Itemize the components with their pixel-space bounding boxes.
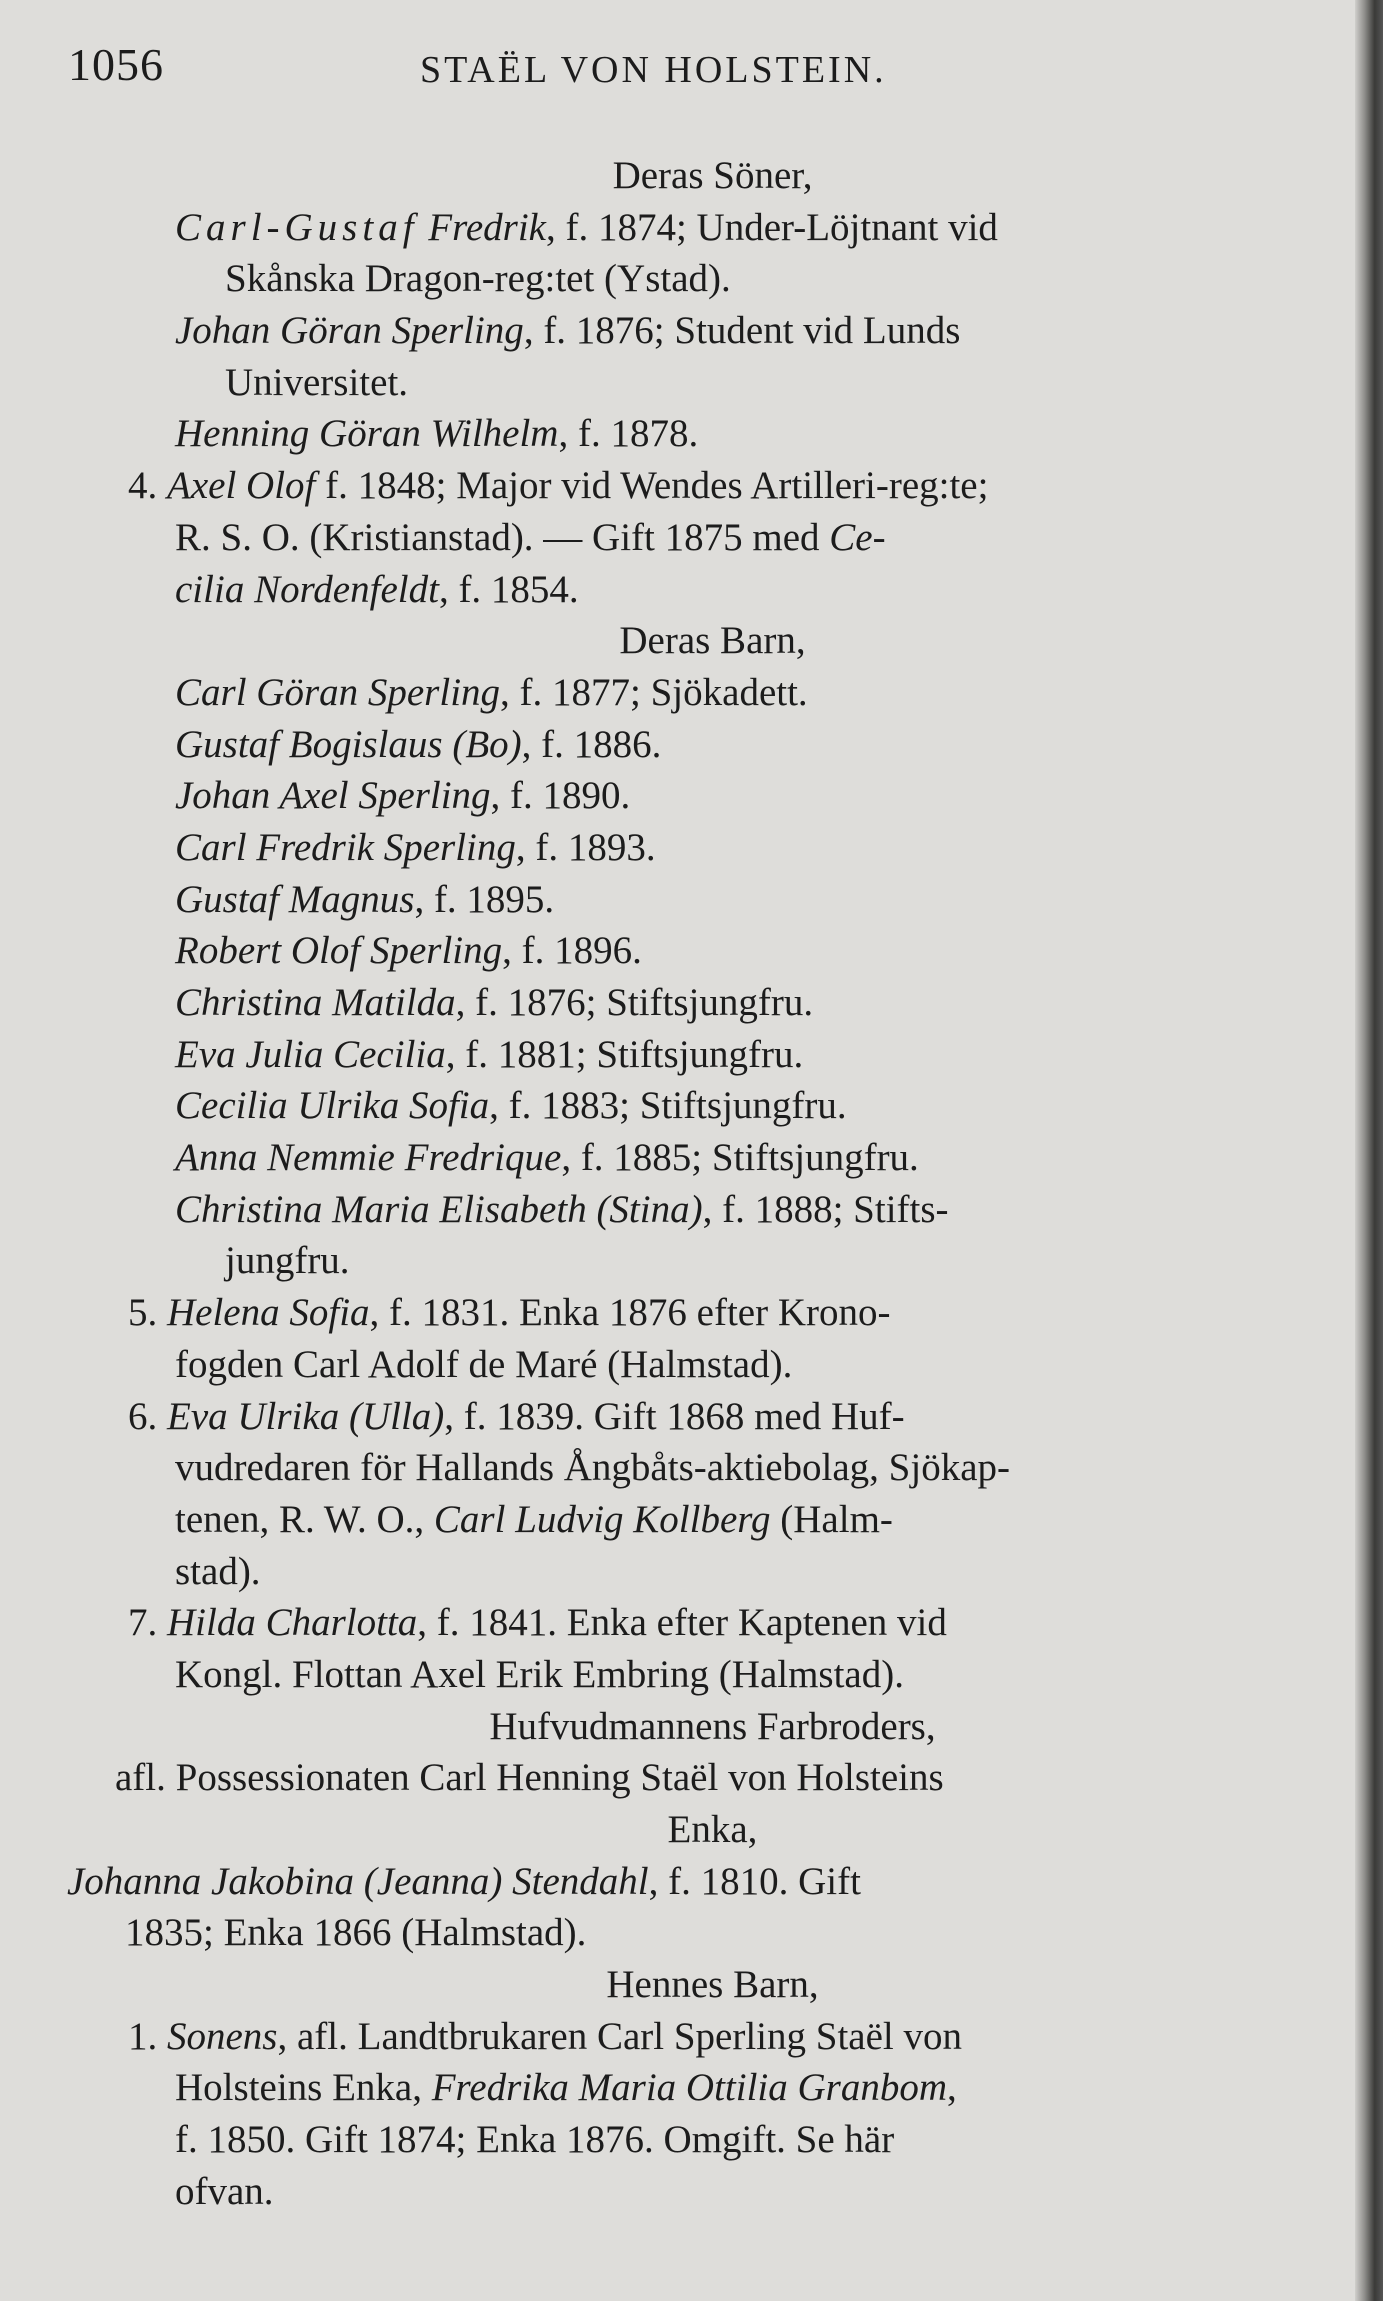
text-line: [115, 667, 1310, 719]
italic-name: Carl-Gustaf: [175, 205, 419, 249]
italic-name: Christina Matilda: [175, 981, 456, 1024]
italic-name: Gustaf Magnus: [175, 877, 415, 921]
text-line: [115, 822, 1310, 874]
text-span: Hufvudmannens Farbroders,: [489, 1704, 936, 1748]
text-line: [115, 1701, 1310, 1753]
text-line: [67, 1856, 1310, 1908]
italic-name: Johan Göran Sperling: [175, 309, 524, 353]
text-line: [115, 202, 1310, 254]
italic-name: Fredrik: [428, 205, 546, 249]
text-line: [115, 150, 1310, 202]
italic-name: Ce-: [829, 515, 886, 559]
text-span: stad).: [175, 1549, 261, 1593]
text-line: [115, 1804, 1310, 1856]
text-span: (Halm-: [770, 1497, 893, 1541]
text-span: , f. 1874; Under-Löjtnant vid: [545, 205, 998, 249]
text-span: , f. 1876; Stiftsjungfru.: [455, 981, 814, 1024]
italic-name: Carl Fredrik Sperling: [175, 825, 516, 869]
text-line: [115, 977, 1310, 1029]
text-span: , f. 1890.: [490, 774, 631, 818]
text-span: [419, 206, 429, 249]
italic-name: Fredrika Maria Ottilia Granbom: [431, 2066, 948, 2110]
text-span: fogden Carl Adolf de Maré (Halmstad).: [175, 1342, 793, 1386]
text-span: , f. 1839. Gift 1868 med Huf-: [444, 1394, 905, 1438]
text-line: [115, 512, 1310, 564]
text-span: 1835; Enka 1866 (Halmstad).: [125, 1911, 587, 1955]
text-span: Universitet.: [225, 360, 409, 404]
text-span: , f. 1895.: [414, 877, 555, 921]
text-line: [115, 460, 1310, 512]
text-line: [115, 1597, 1310, 1649]
text-span: ofvan.: [175, 2169, 274, 2213]
text-line: [115, 1080, 1310, 1132]
text-span: tenen, R. W. O.,: [175, 1497, 434, 1541]
italic-name: Gustaf Bogislaus (Bo): [175, 722, 522, 766]
text-line: [115, 305, 1310, 357]
text-span: , f. 1877; Sjökadett.: [500, 670, 808, 714]
text-span: , f. 1881; Stiftsjungfru.: [445, 1032, 804, 1076]
text-line: [115, 1959, 1310, 2011]
text-span: , f. 1876; Student vid Lunds: [523, 309, 961, 353]
italic-name: Carl Göran Sperling: [175, 670, 501, 714]
text-line: [115, 1752, 1310, 1804]
italic-name: Carl Ludvig Kollberg: [433, 1497, 771, 1541]
text-line: [115, 1391, 1310, 1443]
text-span: , f. 1885; Stiftsjungfru.: [561, 1136, 919, 1180]
text-span: 6.: [128, 1394, 167, 1438]
text-span: 7.: [128, 1601, 167, 1645]
text-line: [115, 1184, 1310, 1236]
text-span: , f. 1854.: [438, 567, 579, 611]
text-span: Holsteins Enka,: [175, 2066, 432, 2110]
text-line: [115, 615, 1310, 667]
text-line: [115, 2114, 1310, 2166]
text-line: [115, 408, 1310, 460]
text-span: R. S. O. (Kristianstad). — Gift 1875 med: [175, 515, 830, 559]
text-span: ,: [947, 2066, 957, 2110]
text-line: [115, 1907, 1310, 1959]
text-span: , f. 1831. Enka 1876 efter Krono-: [369, 1291, 891, 1335]
text-span: , f. 1896.: [502, 929, 642, 973]
text-span: , f. 1893.: [515, 825, 656, 869]
text-span: , f. 1888; Stifts-: [702, 1187, 949, 1231]
text-line: [115, 1442, 1310, 1494]
italic-name: Anna Nemmie Fredrique: [175, 1136, 562, 1180]
text-line: [115, 253, 1310, 305]
italic-name: Henning Göran Wilhelm: [175, 412, 559, 456]
italic-name: Sonens: [167, 2014, 278, 2058]
text-span: , f. 1886.: [521, 722, 662, 766]
text-span: Hennes Barn,: [606, 1963, 819, 2007]
page-number: 1056: [68, 39, 164, 90]
text-span: 1.: [128, 2014, 167, 2058]
italic-name: Johan Axel Sperling: [175, 774, 491, 818]
text-span: 5.: [128, 1291, 167, 1335]
italic-name: Helena Sofia: [167, 1291, 370, 1335]
italic-name: Robert Olof Sperling: [175, 929, 503, 973]
text-span: , f. 1883; Stiftsjungfru.: [489, 1084, 847, 1128]
text-line: [115, 357, 1310, 409]
text-line: [115, 2166, 1310, 2218]
italic-name: Hilda Charlotta: [167, 1601, 418, 1645]
text-span: Kongl. Flottan Axel Erik Embring (Halmstad).: [175, 1652, 904, 1696]
page-edge-shadow: [1355, 0, 1383, 2301]
italic-name: Eva Julia Cecilia: [175, 1032, 446, 1076]
text-span: f. 1848; Major vid Wendes Artilleri-reg:te;: [315, 464, 989, 508]
italic-name: Christina Maria Elisabeth (Stina): [175, 1187, 703, 1231]
body-text: [67, 150, 1310, 2218]
text-line: [115, 2062, 1310, 2114]
text-span: Enka,: [667, 1808, 758, 1851]
text-span: , f. 1810. Gift: [648, 1859, 861, 1903]
text-span: 4.: [128, 464, 167, 508]
italic-name: cilia Nordenfeldt: [175, 567, 439, 611]
italic-name: Eva Ulrika (Ulla): [167, 1394, 445, 1438]
text-line: [115, 2011, 1310, 2063]
text-span: , afl. Landtbrukaren Carl Sperling Staël von: [277, 2014, 962, 2058]
text-span: , f. 1878.: [558, 412, 699, 456]
text-span: Deras Barn,: [619, 619, 806, 663]
text-line: [115, 874, 1310, 926]
running-title: STAËL VON HOLSTEIN.: [420, 49, 887, 91]
italic-name: Johanna Jakobina (Jeanna) Stendahl: [67, 1859, 649, 1903]
text-line: [115, 1132, 1310, 1184]
text-span: jungfru.: [225, 1239, 350, 1283]
text-span: , f. 1841. Enka efter Kaptenen vid: [417, 1601, 947, 1645]
text-span: Deras Söner,: [612, 154, 813, 197]
text-span: Skånska Dragon-reg:tet (Ystad).: [225, 257, 731, 301]
text-line: [115, 1029, 1310, 1081]
italic-name: Axel Olof: [167, 464, 316, 508]
text-line: [115, 1649, 1310, 1701]
text-span: f. 1850. Gift 1874; Enka 1876. Omgift. Se här: [175, 2118, 895, 2162]
text-line: [115, 1546, 1310, 1598]
text-line: [115, 1339, 1310, 1391]
text-line: [115, 925, 1310, 977]
text-span: vudredaren för Hallands Ångbåts-aktiebolag, Sjökap-: [175, 1446, 1010, 1490]
text-line: [115, 564, 1310, 616]
text-span: afl. Possessionaten Carl Henning Staël von Holsteins: [115, 1756, 944, 1800]
text-line: [115, 1235, 1310, 1287]
text-line: [115, 770, 1310, 822]
text-line: [115, 1494, 1310, 1546]
text-line: [115, 1287, 1310, 1339]
text-line: [115, 719, 1310, 771]
italic-name: Cecilia Ulrika Sofia: [175, 1084, 490, 1128]
